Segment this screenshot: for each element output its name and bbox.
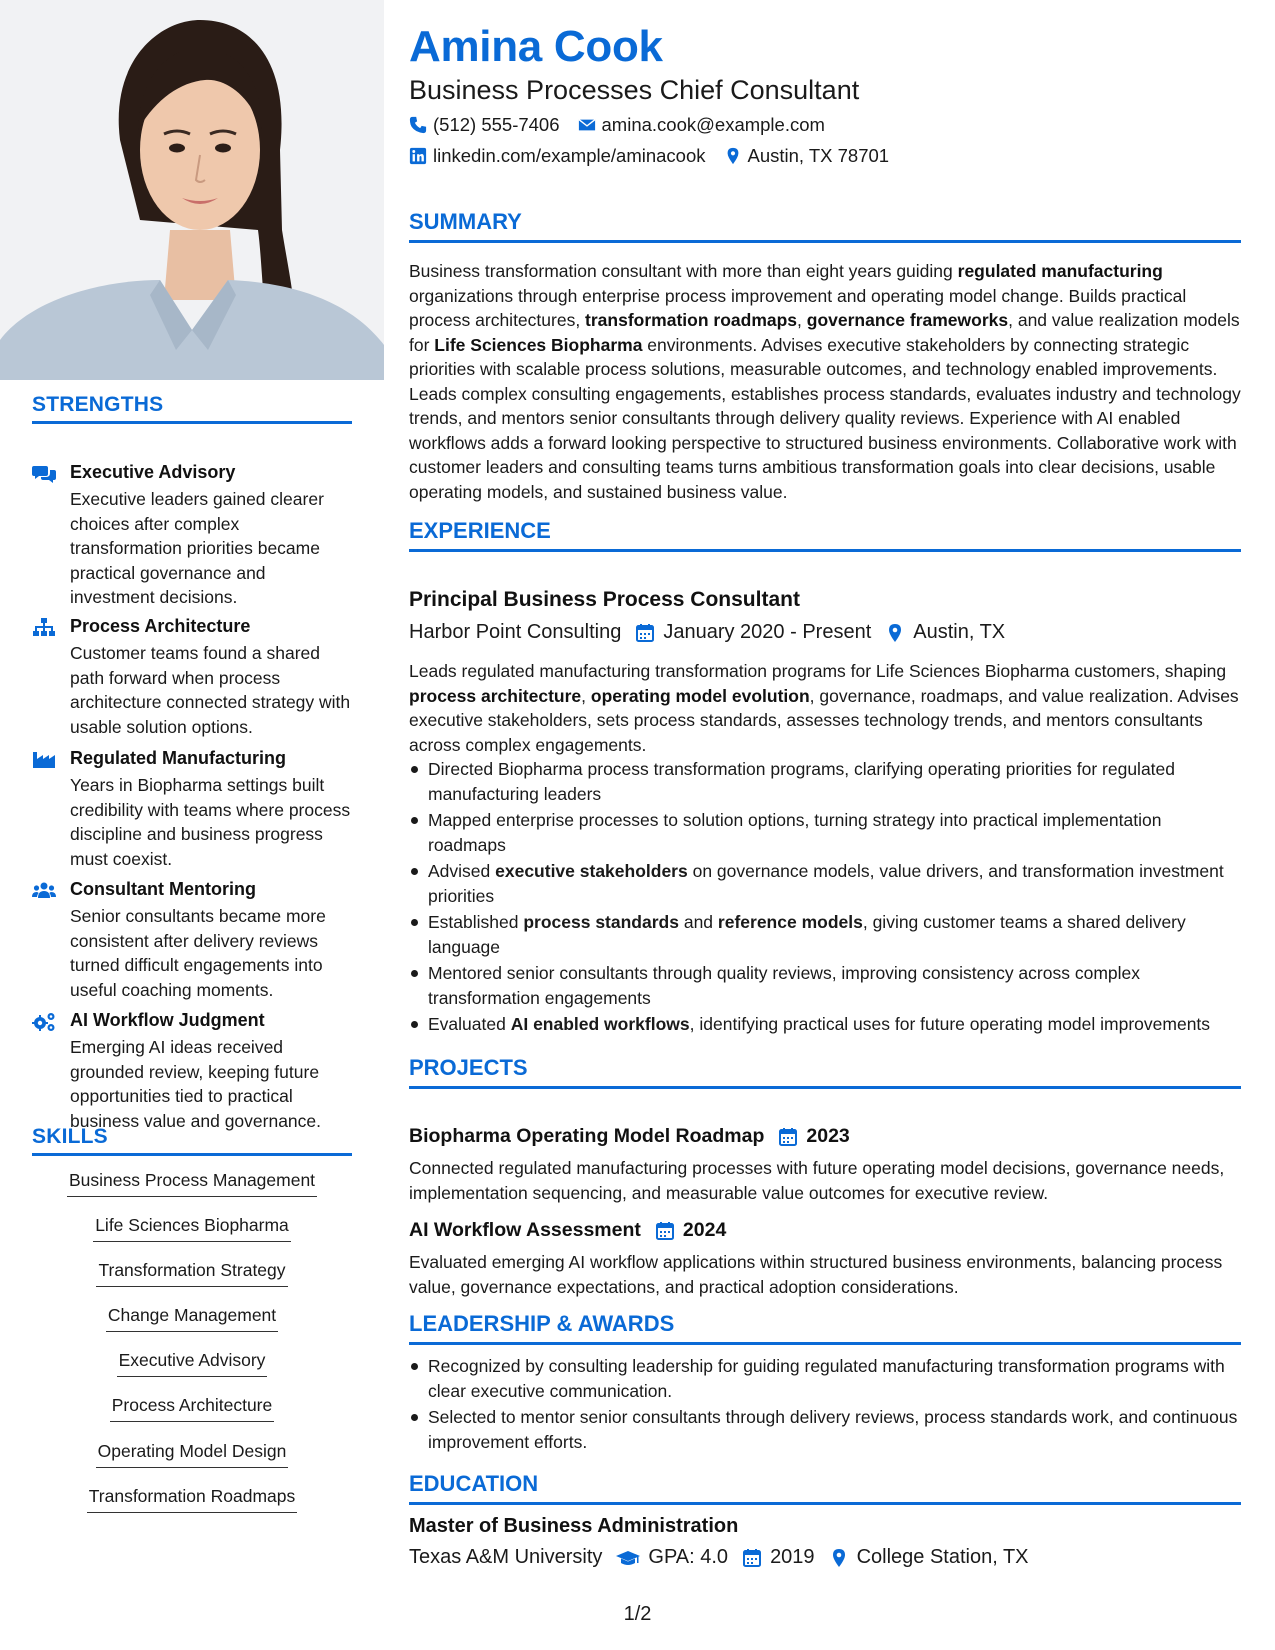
graduation-cap-icon <box>616 1548 640 1568</box>
project-title: Biopharma Operating Model Roadmap 2023 <box>409 1125 850 1147</box>
strength-desc: Years in Biopharma settings built credibility with teams where process discipline and business progress must coexist. <box>70 775 351 869</box>
list-item: Recognized by consulting leadership for guiding regulated manufacturing transformation programs with clear executive communication. <box>409 1354 1241 1403</box>
skill-tag: Process Architecture <box>32 1395 352 1422</box>
skill-tag: Executive Advisory <box>32 1350 352 1377</box>
calendar-icon <box>742 1548 762 1568</box>
education-location: College Station, TX <box>856 1546 1029 1568</box>
role-location: Austin, TX <box>913 621 1006 643</box>
envelope-icon <box>578 116 596 134</box>
strengths-heading: STRENGTHS <box>32 393 352 424</box>
project-year: 2024 <box>682 1219 727 1241</box>
strength-title: AI Workflow Judgment <box>70 1010 265 1030</box>
education-meta <box>409 1546 1029 1569</box>
list-item: Established process standards and reference models, giving customer teams a shared delivery language <box>409 910 1241 959</box>
calendar-icon <box>778 1127 798 1147</box>
candidate-title: Business Processes Chief Consultant <box>409 75 860 105</box>
experience-heading: EXPERIENCE <box>409 518 1241 552</box>
list-item: Selected to mentor senior consultants through delivery reviews, process standards work, and continuous improvement efforts. <box>409 1405 1241 1454</box>
gears-icon <box>32 1012 58 1032</box>
skill-tag: Transformation Strategy <box>32 1260 352 1287</box>
experience-bullets <box>409 757 1241 1039</box>
strengths-list <box>32 462 352 1131</box>
strength-desc: Emerging AI ideas received grounded review, keeping future opportunities tied to practical business value and governance. <box>70 1037 322 1131</box>
company-name: Harbor Point Consulting <box>409 621 622 643</box>
gpa-text: GPA: 4.0 <box>648 1546 729 1568</box>
location-pin-icon <box>829 1548 849 1568</box>
skill-tag: Change Management <box>32 1305 352 1332</box>
strength-desc: Executive leaders gained clearer choices after complex transformation priorities became practical governance and investment decisions. <box>70 489 324 607</box>
location-pin-icon <box>724 147 742 165</box>
main-content <box>409 0 1241 1650</box>
linkedin-icon <box>409 147 427 165</box>
leadership-heading: LEADERSHIP & AWARDS <box>409 1311 1241 1345</box>
project-year: 2023 <box>806 1125 850 1147</box>
projects-heading: PROJECTS <box>409 1055 1241 1089</box>
sidebar <box>0 0 384 1650</box>
leadership-bullets <box>409 1354 1241 1456</box>
strength-title: Process Architecture <box>70 616 251 636</box>
role-meta <box>409 621 1005 644</box>
strength-title: Regulated Manufacturing <box>70 748 287 768</box>
strength-title: Executive Advisory <box>70 462 236 482</box>
role-title: Principal Business Process Consultant <box>409 588 800 611</box>
phone-icon <box>409 116 427 134</box>
industry-icon <box>32 750 58 770</box>
phone-text[interactable]: (512) 555-7406 <box>433 114 560 135</box>
project-title: AI Workflow Assessment 2024 <box>409 1219 727 1241</box>
school-name: Texas A&M University <box>409 1546 603 1568</box>
strength-title: Consultant Mentoring <box>70 879 256 899</box>
education-heading: EDUCATION <box>409 1471 1241 1505</box>
email-link[interactable]: amina.cook@example.com <box>601 114 825 135</box>
location-pin-icon <box>885 623 905 643</box>
project-desc: Evaluated emerging AI workflow applications within structured business environments, balancing process value, governance expectations, and practical adoption considerations. <box>409 1252 1223 1297</box>
users-icon <box>32 881 58 901</box>
degree-title: Master of Business Administration <box>409 1515 739 1537</box>
skill-tag: Transformation Roadmaps <box>32 1486 352 1513</box>
list-item: Advised executive stakeholders on governance models, value drivers, and transformation investment priorities <box>409 859 1241 908</box>
skill-tag: Life Sciences Biopharma <box>32 1215 352 1242</box>
comments-icon <box>32 464 58 484</box>
summary-heading: SUMMARY <box>409 209 1241 243</box>
contact-row-1 <box>409 114 825 136</box>
skills-section <box>32 1125 352 1156</box>
linkedin-link[interactable]: linkedin.com/example/aminacook <box>433 145 706 166</box>
skill-tag: Business Process Management <box>32 1170 352 1197</box>
contact-row-2 <box>409 145 889 167</box>
sitemap-icon <box>32 618 58 638</box>
strengths-section <box>32 393 352 424</box>
project-desc: Connected regulated manufacturing processes with future operating model decisions, governance needs, implementation sequencing, and measurable value outcomes for executive review. <box>409 1158 1225 1203</box>
profile-photo <box>0 0 384 380</box>
skill-tag: Operating Model Design <box>32 1441 352 1468</box>
strength-desc: Senior consultants became more consistent after delivery reviews turned difficult engagements into useful coaching moments. <box>70 906 326 1000</box>
list-item: Mentored senior consultants through quality reviews, improving consistency across complex transformation engagements <box>409 961 1241 1010</box>
location-text: Austin, TX 78701 <box>747 145 890 166</box>
calendar-icon <box>655 1221 675 1241</box>
summary-text: Business transformation consultant with more than eight years guiding regulated manufacturing organizations through enterprise process improvement and operating model change. Builds practical process architectures, transformation roadmaps, governance frameworks, and value realization models for Life Sciences Biopharma environments. Advises executive stakeholders by connecting strategic priorities with scalable process solutions, measurable outcomes, and technology enabled improvements. Leads complex consulting engagements, establishes process standards, evaluates industry and technology trends, and mentors senior consultants through delivery quality reviews. Experience with AI enabled workflows adds a forward looking perspective to structured business environments. Collaborative work with customer leaders and consulting teams turns ambitious transformation goals into clear decisions, usable operating models, and sustained business value. <box>409 261 1241 502</box>
list-item: Mapped enterprise processes to solution options, turning strategy into practical implementation roadmaps <box>409 808 1241 857</box>
page-number: 1/2 <box>623 1603 652 1625</box>
skills-list <box>32 1170 352 1570</box>
candidate-name: Amina Cook <box>409 22 663 71</box>
list-item: Directed Biopharma process transformation programs, clarifying operating priorities for regulated manufacturing leaders <box>409 757 1241 806</box>
role-dates: January 2020 - Present <box>663 621 872 643</box>
role-description: Leads regulated manufacturing transformation programs for Life Sciences Biopharma customers, shaping process architecture, operating model evolution, governance, roadmaps, and value realization. Advises executive stakeholders, sets process standards, assesses technology trends, and mentors consultants across complex engagements. <box>409 661 1239 755</box>
calendar-icon <box>635 623 655 643</box>
skills-heading: SKILLS <box>32 1125 352 1156</box>
strength-desc: Customer teams found a shared path forward when process architecture connected strategy with usable solution options. <box>70 643 351 737</box>
list-item: Evaluated AI enabled workflows, identifying practical uses for future operating model improvements <box>409 1012 1241 1037</box>
graduation-year: 2019 <box>770 1546 815 1568</box>
